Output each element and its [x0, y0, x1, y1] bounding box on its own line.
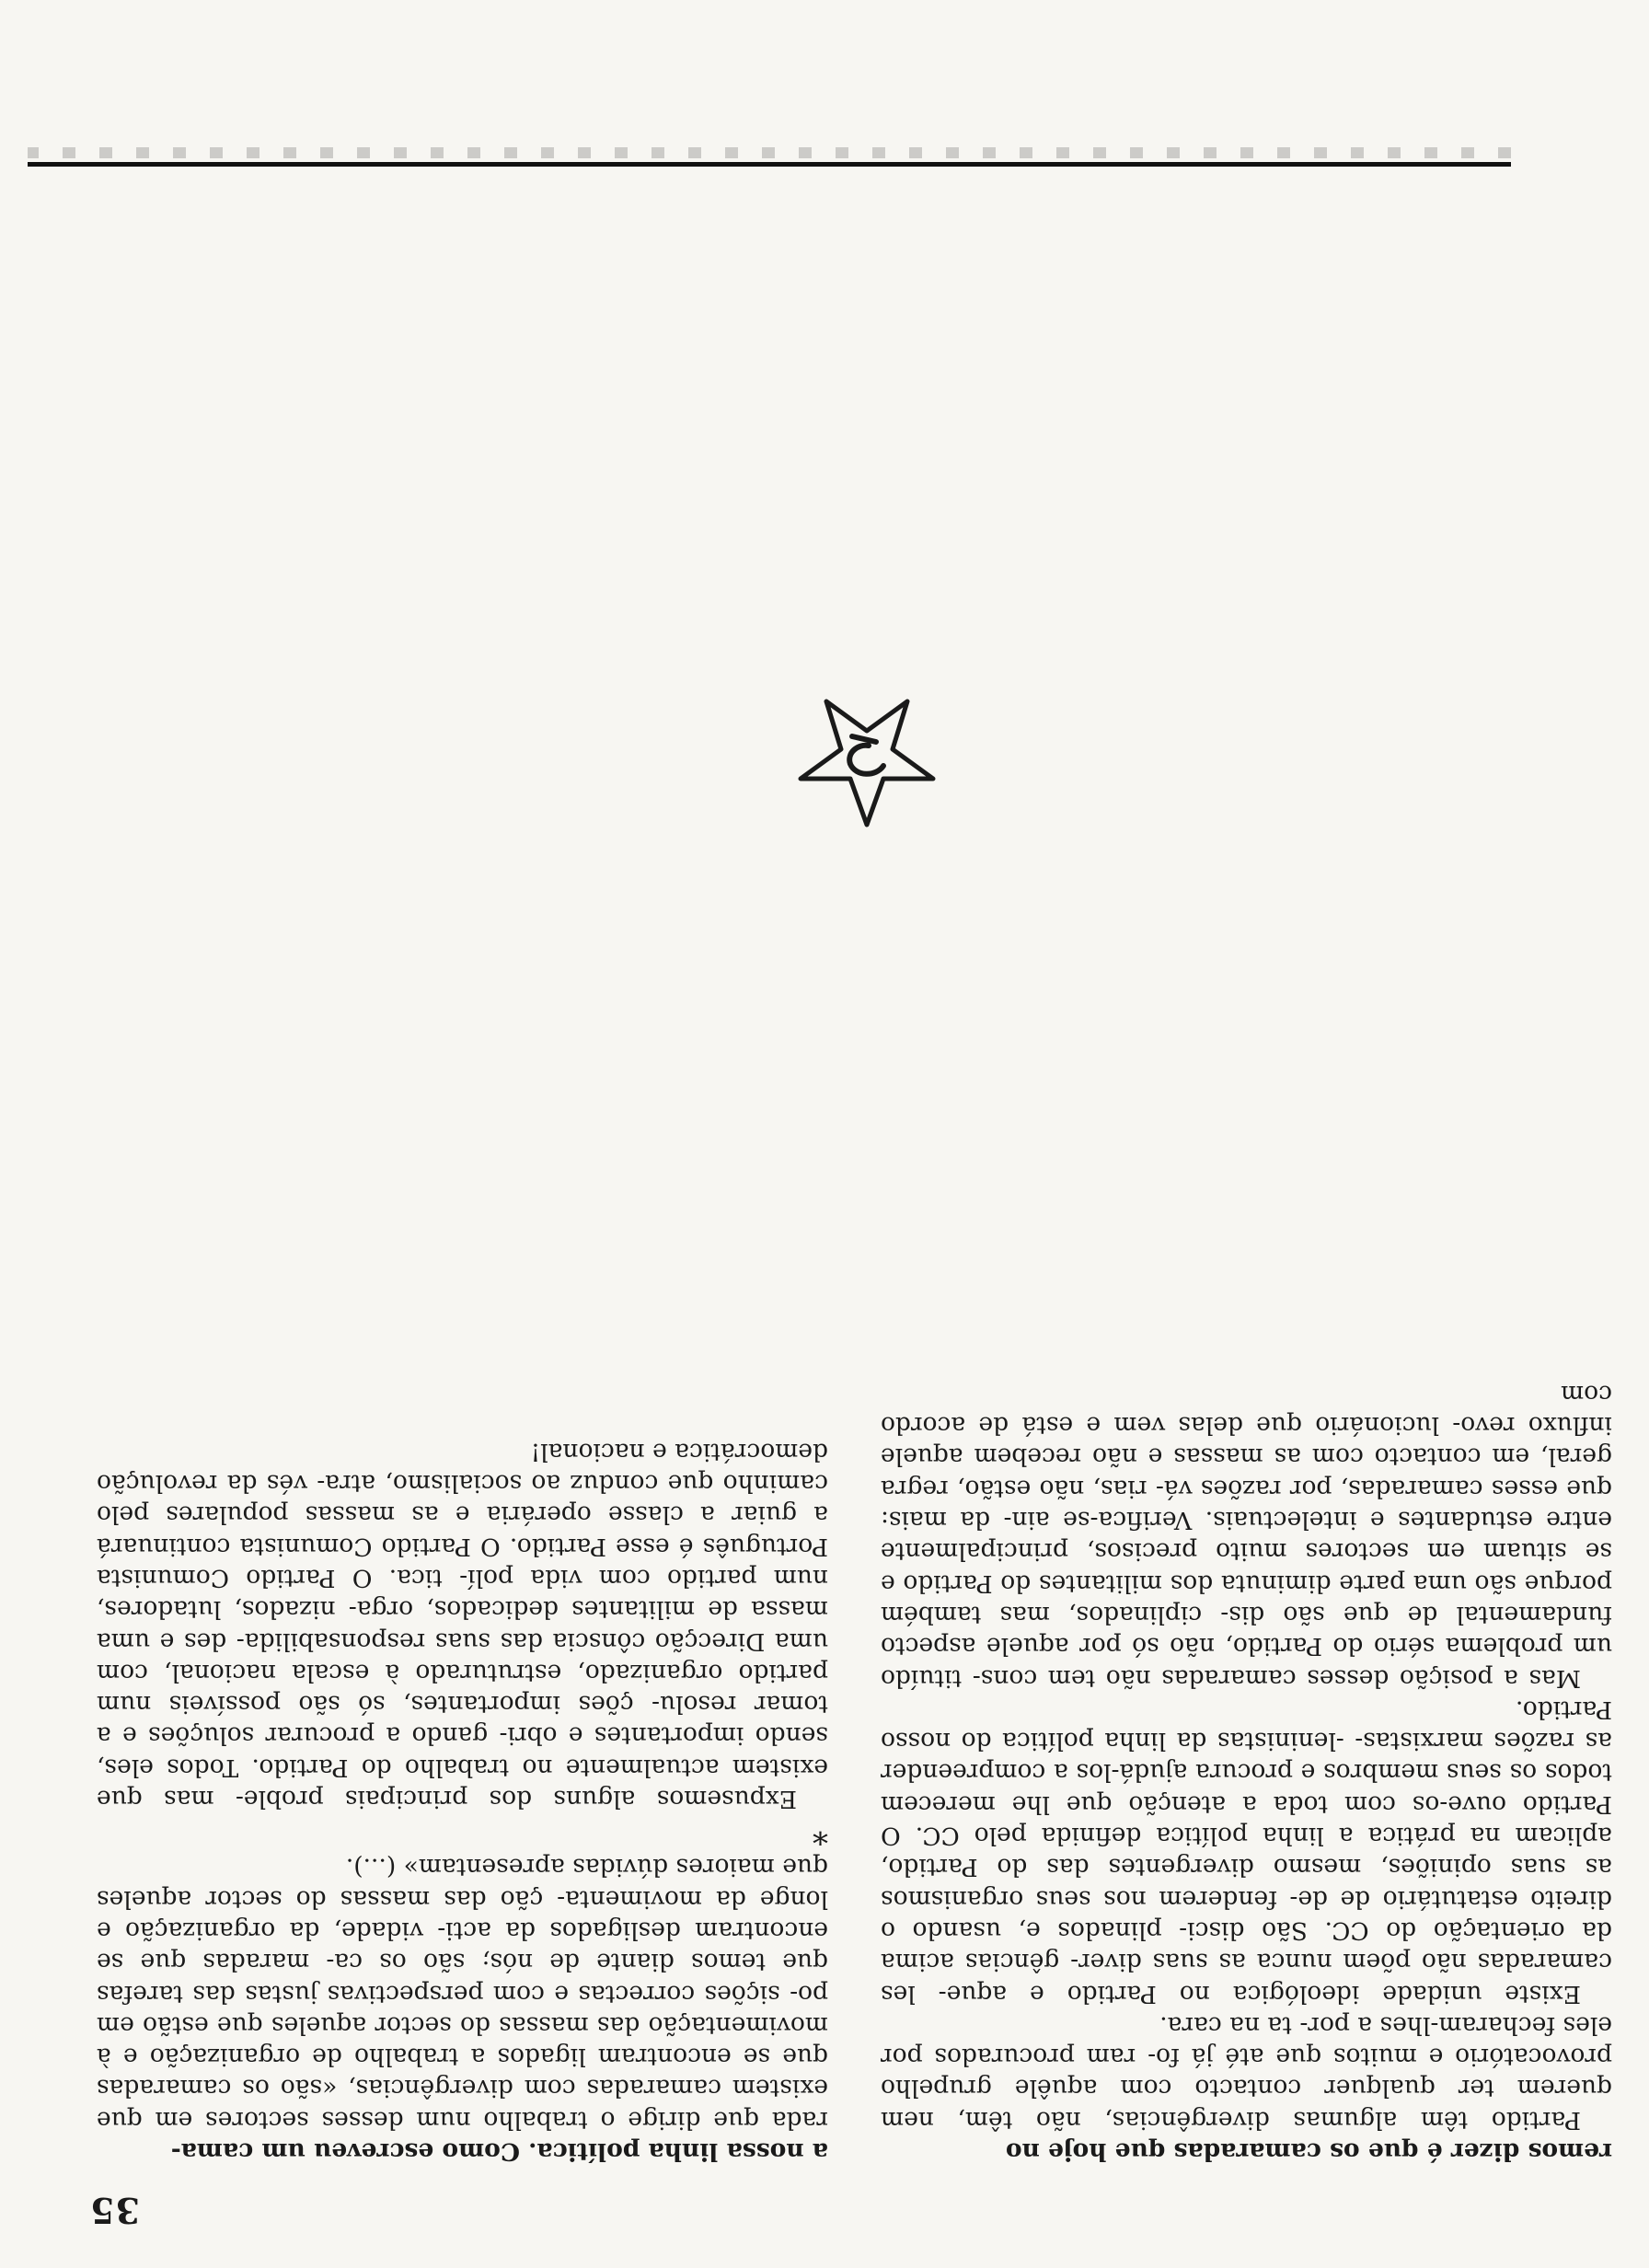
right-paragraph-2: Expusemos alguns dos principais proble- mas que existem actualmente no trabalho do Partido. Todos eles, sendo importantes e obri- gando a procurar soluções e a tomar resolu- ções importantes, só são possíveis num partido organizado, estruturado à escala nacional, com uma Direcção cônscia das suas responsabilida- des e uma massa de militantes dedicados, orga- nizados, lutadores, num partido com vida polí- tica. O Partido Comunista Português é esse Partido. O Partido Comunista continuará a guiar a classe operária e as massas populares pelo caminho que conduz ao socialismo, atra- vés da revolução democrática e nacional!	[97, 1437, 828, 1814]
bottom-rule-marks	[28, 147, 1511, 158]
left-lead-line: remos dizer é que os camaradas que hoje no	[1005, 2137, 1612, 2166]
star-emblem-icon	[793, 694, 940, 832]
bottom-rule	[28, 162, 1511, 167]
right-lead-line: a nossa linha política. Como escreveu um cama-	[170, 2137, 828, 2166]
left-column	[881, 1357, 1612, 2167]
left-paragraph-3: Mas a posição desses camaradas não tem cons- tituído um problema sério do Partido, não só por aquele aspecto fundamental de que são dis- ciplinados, mas também porque são uma parte diminuta dos militantes do Partido e se situam em sectores muito precisos, principalmente entre estudantes e intelectuais. Verifica-se ain- da mais: que esses camaradas, por razões vá- rias, não estão, regra geral, em contacto com as massas e não recebem aquele influxo revo- lucionário que delas vem e está de acordo com	[881, 1379, 1612, 1693]
section-separator: *	[813, 1814, 828, 1852]
left-paragraph-1: Partido têm algumas divergências, não têm, nem querem ter qualquer contacto com aquêle grupelho provocatório e muitos que até já fo- ram procurados por eles fecharam-lhes a por- ta na cara.	[881, 2010, 1612, 2135]
right-column	[97, 1357, 828, 2167]
left-paragraph-2: Existe unidade ideológica no Partido e aque- les camaradas não põem nunca as suas diver- gências acima da orientação do CC. São disci- plinados e, usando o direito estatutário de de- fenderem nos seus organismos as suas opiniões, mesmo divergentes das do Partido, aplicam na prática a linha política definida pelo CC. O Partido ouve-os com toda a atenção que lhe merecem todos os seus membros e procura ajudá-los a compreender as razões marxistas- -leninistas da linha política do nosso Partido.	[881, 1695, 1612, 2008]
right-paragraph-1: rada que dirige o trabalho num desses sectores em que existem camaradas com divergências, «são os camaradas que se encontram ligados a trabalho de organização e à movimentação das massas do sector aqueles que estão em po- sições correctas e com perspectivas justas das tarefas que temos diante de nós; são os ca- maradas que se encontram desligados da acti- vidade, da organização e longe da movimenta- ção das massas do sector aqueles que maiores dúvidas apresentam» (...).	[97, 1853, 828, 2135]
page-number: 35	[89, 2190, 140, 2231]
